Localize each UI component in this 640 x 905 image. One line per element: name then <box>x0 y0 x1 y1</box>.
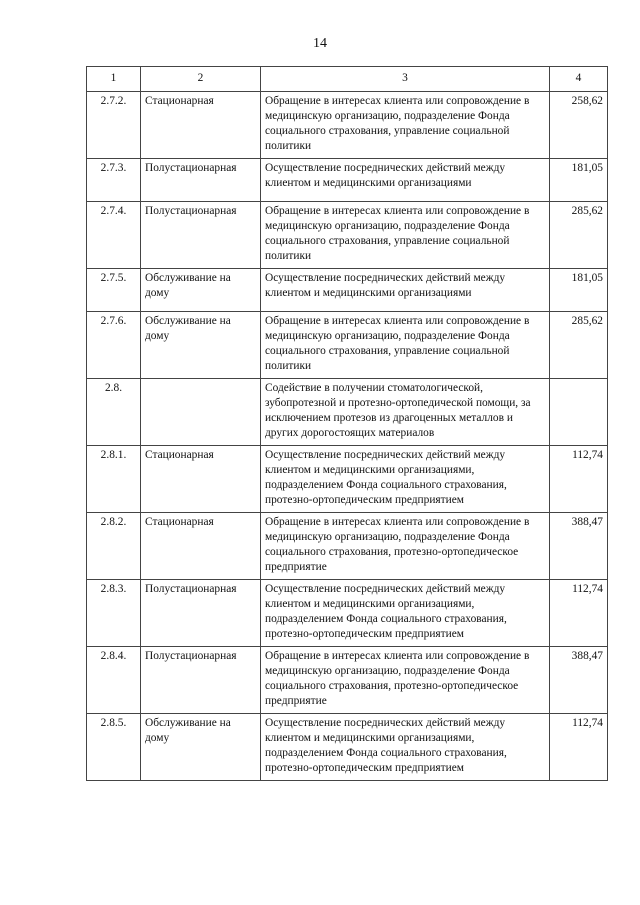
service-form: Полустационарная <box>141 580 261 647</box>
row-number: 2.8.1. <box>87 446 141 513</box>
service-form: Стационарная <box>141 92 261 159</box>
table-row <box>87 202 608 269</box>
service-description: Осуществление посреднических действий между клиентом и медицинскими организациями, подразделением Фонда социального страхования, протезно-ортопедическим предприятием <box>261 580 550 647</box>
row-number: 2.8.2. <box>87 513 141 580</box>
service-description: Обращение в интересах клиента или сопровождение в медицинскую организацию, подразделение Фонда социального страхования, управление социальной политики <box>261 202 550 269</box>
service-description: Осуществление посреднических действий между клиентом и медицинскими организациями <box>261 159 550 202</box>
service-price: 181,05 <box>550 269 608 312</box>
service-price: 388,47 <box>550 513 608 580</box>
service-form: Стационарная <box>141 446 261 513</box>
service-form: Обслуживание на дому <box>141 714 261 781</box>
service-price: 181,05 <box>550 159 608 202</box>
column-header: 2 <box>141 67 261 92</box>
service-form: Полустационарная <box>141 202 261 269</box>
service-description: Обращение в интересах клиента или сопровождение в медицинскую организацию, подразделение Фонда социального страхования, протезно-ортопедическое предприятие <box>261 513 550 580</box>
table-row <box>87 446 608 513</box>
service-price: 285,62 <box>550 202 608 269</box>
row-number: 2.8.3. <box>87 580 141 647</box>
service-description: Осуществление посреднических действий между клиентом и медицинскими организациями, подразделением Фонда социального страхования, протезно-ортопедическим предприятием <box>261 714 550 781</box>
service-form: Полустационарная <box>141 159 261 202</box>
row-number: 2.7.5. <box>87 269 141 312</box>
service-form: Обслуживание на дому <box>141 269 261 312</box>
service-price: 112,74 <box>550 714 608 781</box>
page-number: 14 <box>313 36 327 51</box>
row-number: 2.7.4. <box>87 202 141 269</box>
table-header-row <box>87 67 608 92</box>
service-description: Содействие в получении стоматологической, зубопротезной и протезно-ортопедической помощи, за исключением протезов из драгоценных металлов и других дорогостоящих материалов <box>261 379 550 446</box>
row-number: 2.8. <box>87 379 141 446</box>
table-row <box>87 379 608 446</box>
service-price: 388,47 <box>550 647 608 714</box>
service-form: Обслуживание на дому <box>141 312 261 379</box>
service-price: 285,62 <box>550 312 608 379</box>
service-price <box>550 379 608 446</box>
table-row <box>87 269 608 312</box>
table-row <box>87 92 608 159</box>
row-number: 2.7.6. <box>87 312 141 379</box>
service-description: Осуществление посреднических действий между клиентом и медицинскими организациями, подразделением Фонда социального страхования, протезно-ортопедическим предприятием <box>261 446 550 513</box>
service-form: Стационарная <box>141 513 261 580</box>
service-description: Обращение в интересах клиента или сопровождение в медицинскую организацию, подразделение Фонда социального страхования, управление социальной политики <box>261 92 550 159</box>
row-number: 2.8.5. <box>87 714 141 781</box>
row-number: 2.7.3. <box>87 159 141 202</box>
table-row <box>87 647 608 714</box>
service-price: 112,74 <box>550 446 608 513</box>
services-table <box>86 66 608 781</box>
table-row <box>87 580 608 647</box>
service-description: Обращение в интересах клиента или сопровождение в медицинскую организацию, подразделение Фонда социального страхования, управление социальной политики <box>261 312 550 379</box>
service-form: Полустационарная <box>141 647 261 714</box>
column-header: 3 <box>261 67 550 92</box>
row-number: 2.8.4. <box>87 647 141 714</box>
column-header: 4 <box>550 67 608 92</box>
service-price: 112,74 <box>550 580 608 647</box>
table-row <box>87 312 608 379</box>
service-description: Осуществление посреднических действий между клиентом и медицинскими организациями <box>261 269 550 312</box>
row-number: 2.7.2. <box>87 92 141 159</box>
service-price: 258,62 <box>550 92 608 159</box>
service-description: Обращение в интересах клиента или сопровождение в медицинскую организацию, подразделение Фонда социального страхования, протезно-ортопедическое предприятие <box>261 647 550 714</box>
service-form <box>141 379 261 446</box>
table-row <box>87 714 608 781</box>
table-row <box>87 513 608 580</box>
table-row <box>87 159 608 202</box>
column-header: 1 <box>87 67 141 92</box>
